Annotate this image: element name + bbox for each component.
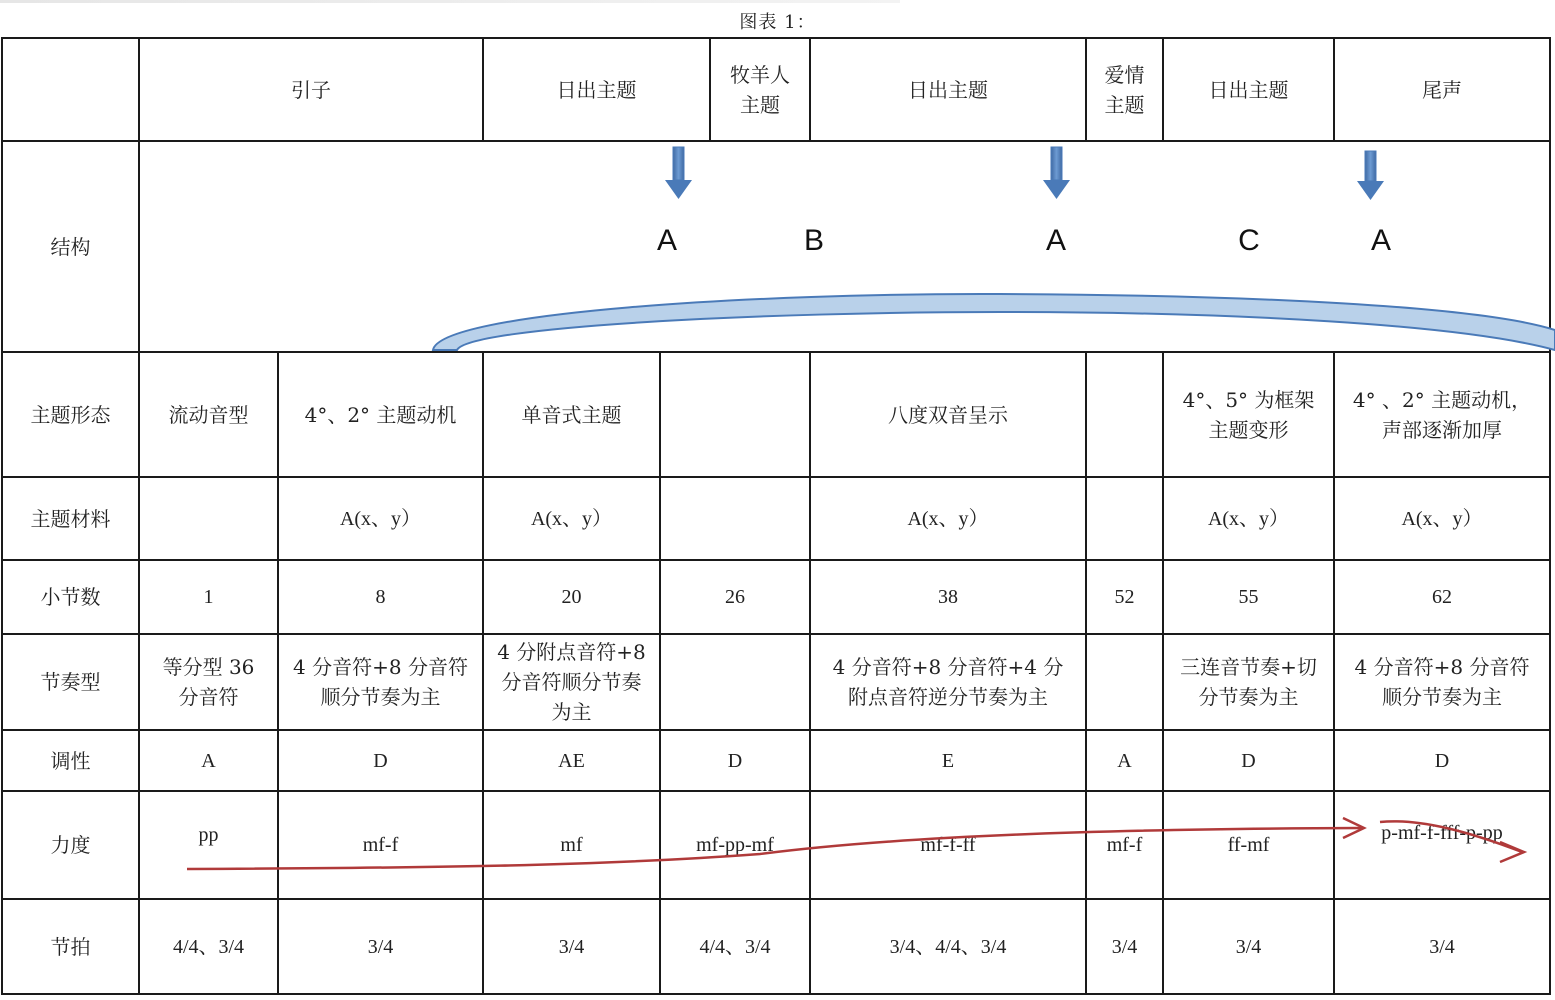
theme-material-cell — [1086, 477, 1163, 560]
structure-letter: B — [803, 224, 825, 257]
meter-cell: 3/4 — [278, 899, 483, 994]
structure-letter: A — [656, 224, 678, 257]
measures-cell: 62 — [1334, 560, 1550, 634]
header-sunrise-2: 日出主题 — [810, 38, 1086, 141]
tonality-cell: D — [660, 730, 810, 791]
theme-form-cell — [1086, 352, 1163, 477]
header-coda: 尾声 — [1334, 38, 1550, 141]
tonality-cell: D — [1163, 730, 1334, 791]
meter-label: 节拍 — [2, 899, 139, 994]
dynamics-cell: pp — [139, 791, 278, 899]
theme-material-cell: A(x、y） — [483, 477, 660, 560]
theme-form-cell: 八度双音呈示 — [810, 352, 1086, 477]
theme-material-label: 主题材料 — [2, 477, 139, 560]
dynamics-row — [2, 791, 1550, 899]
theme-material-cell: A(x、y） — [810, 477, 1086, 560]
table-caption: 图表 1： — [739, 12, 816, 33]
theme-material-cell: A(x、y） — [278, 477, 483, 560]
theme-form-row — [2, 352, 1550, 477]
rhythm-label: 节奏型 — [2, 634, 139, 730]
rhythm-text: 等分型 36 分音符 — [162, 655, 255, 709]
theme-form-cell: 4°、2° 主题动机 — [278, 352, 483, 477]
theme-form-cell: 单音式主题 — [483, 352, 660, 477]
measures-label: 小节数 — [2, 560, 139, 634]
rhythm-cell — [660, 634, 810, 730]
structure-row — [2, 141, 1550, 352]
rhythm-cell — [810, 634, 1086, 730]
dynamics-cell: mf-pp-mf — [660, 791, 810, 899]
dynamics-cell: mf-f — [1086, 791, 1163, 899]
header-shepherd-label: 牧羊人主题 — [730, 62, 790, 117]
measures-cell: 1 — [139, 560, 278, 634]
theme-form-text: 4°、5° 为框架主题变形 — [1182, 387, 1315, 442]
theme-form-text: 4° 、2° 主题动机，声部逐渐加厚 — [1352, 387, 1532, 442]
header-shepherd — [710, 38, 810, 141]
theme-form-label: 主题形态 — [2, 352, 139, 477]
measures-cell: 55 — [1163, 560, 1334, 634]
measures-cell: 26 — [660, 560, 810, 634]
meter-cell: 4/4、3/4 — [139, 899, 278, 994]
rhythm-cell — [278, 634, 483, 730]
meter-row — [2, 899, 1550, 994]
dynamics-cell: p-mf-f-fff-p-pp — [1334, 791, 1550, 899]
tonality-row — [2, 730, 1550, 791]
rhythm-cell — [139, 634, 278, 730]
tonality-cell: D — [1334, 730, 1550, 791]
rhythm-text: 4 分音符+8 分音符顺分节奏为主 — [293, 655, 468, 709]
header-love-label: 爱情主题 — [1104, 62, 1145, 117]
meter-cell: 4/4、3/4 — [660, 899, 810, 994]
measures-cell: 52 — [1086, 560, 1163, 634]
header-row — [2, 38, 1550, 141]
dynamics-cell: mf-f — [278, 791, 483, 899]
tonality-cell: AE — [483, 730, 660, 791]
measures-cell: 20 — [483, 560, 660, 634]
theme-material-row — [2, 477, 1550, 560]
dynamics-label: 力度 — [2, 791, 139, 899]
measures-cell: 8 — [278, 560, 483, 634]
top-rule — [0, 0, 900, 3]
rhythm-text: 三连音节奏+切分节奏为主 — [1180, 655, 1317, 709]
rhythm-row — [2, 634, 1550, 730]
measures-row — [2, 560, 1550, 634]
dynamics-cell: mf-f-ff — [810, 791, 1086, 899]
theme-form-cell — [1163, 352, 1334, 477]
meter-cell: 3/4 — [1163, 899, 1334, 994]
dynamics-cell: ff-mf — [1163, 791, 1334, 899]
meter-cell: 3/4 — [1334, 899, 1550, 994]
rhythm-text: 4 分附点音符+8 分音符顺分节奏为主 — [497, 640, 646, 724]
measures-cell: 38 — [810, 560, 1086, 634]
header-love — [1086, 38, 1163, 141]
tonality-label: 调性 — [2, 730, 139, 791]
structure-diagram-cell — [139, 141, 1550, 352]
theme-form-cell: 流动音型 — [139, 352, 278, 477]
theme-material-cell: A(x、y） — [1163, 477, 1334, 560]
rhythm-text: 4 分音符+8 分音符顺分节奏为主 — [1354, 655, 1530, 709]
dynamics-cell: mf — [483, 791, 660, 899]
meter-cell: 3/4、4/4、3/4 — [810, 899, 1086, 994]
rhythm-cell — [483, 634, 660, 730]
tonality-cell: D — [278, 730, 483, 791]
rhythm-text: 4 分音符+8 分音符+4 分附点音符逆分节奏为主 — [832, 655, 1064, 709]
header-intro: 引子 — [139, 38, 483, 141]
theme-material-cell — [139, 477, 278, 560]
rhythm-cell — [1086, 634, 1163, 730]
tonality-cell: A — [139, 730, 278, 791]
meter-cell: 3/4 — [483, 899, 660, 994]
structure-table — [1, 37, 1551, 995]
header-sunrise-1: 日出主题 — [483, 38, 710, 141]
theme-material-cell — [660, 477, 810, 560]
theme-form-cell — [660, 352, 810, 477]
rhythm-cell — [1334, 634, 1550, 730]
theme-form-cell — [1334, 352, 1550, 477]
header-sunrise-3: 日出主题 — [1163, 38, 1334, 141]
structure-label: 结构 — [2, 141, 139, 352]
tonality-cell: A — [1086, 730, 1163, 791]
tonality-cell: E — [810, 730, 1086, 791]
meter-cell: 3/4 — [1086, 899, 1163, 994]
corner-cell — [2, 38, 139, 141]
structure-letter: C — [1238, 224, 1260, 257]
structure-letter: A — [1370, 224, 1392, 257]
theme-material-cell: A(x、y） — [1334, 477, 1550, 560]
rhythm-cell — [1163, 634, 1334, 730]
structure-letter: A — [1045, 224, 1067, 257]
